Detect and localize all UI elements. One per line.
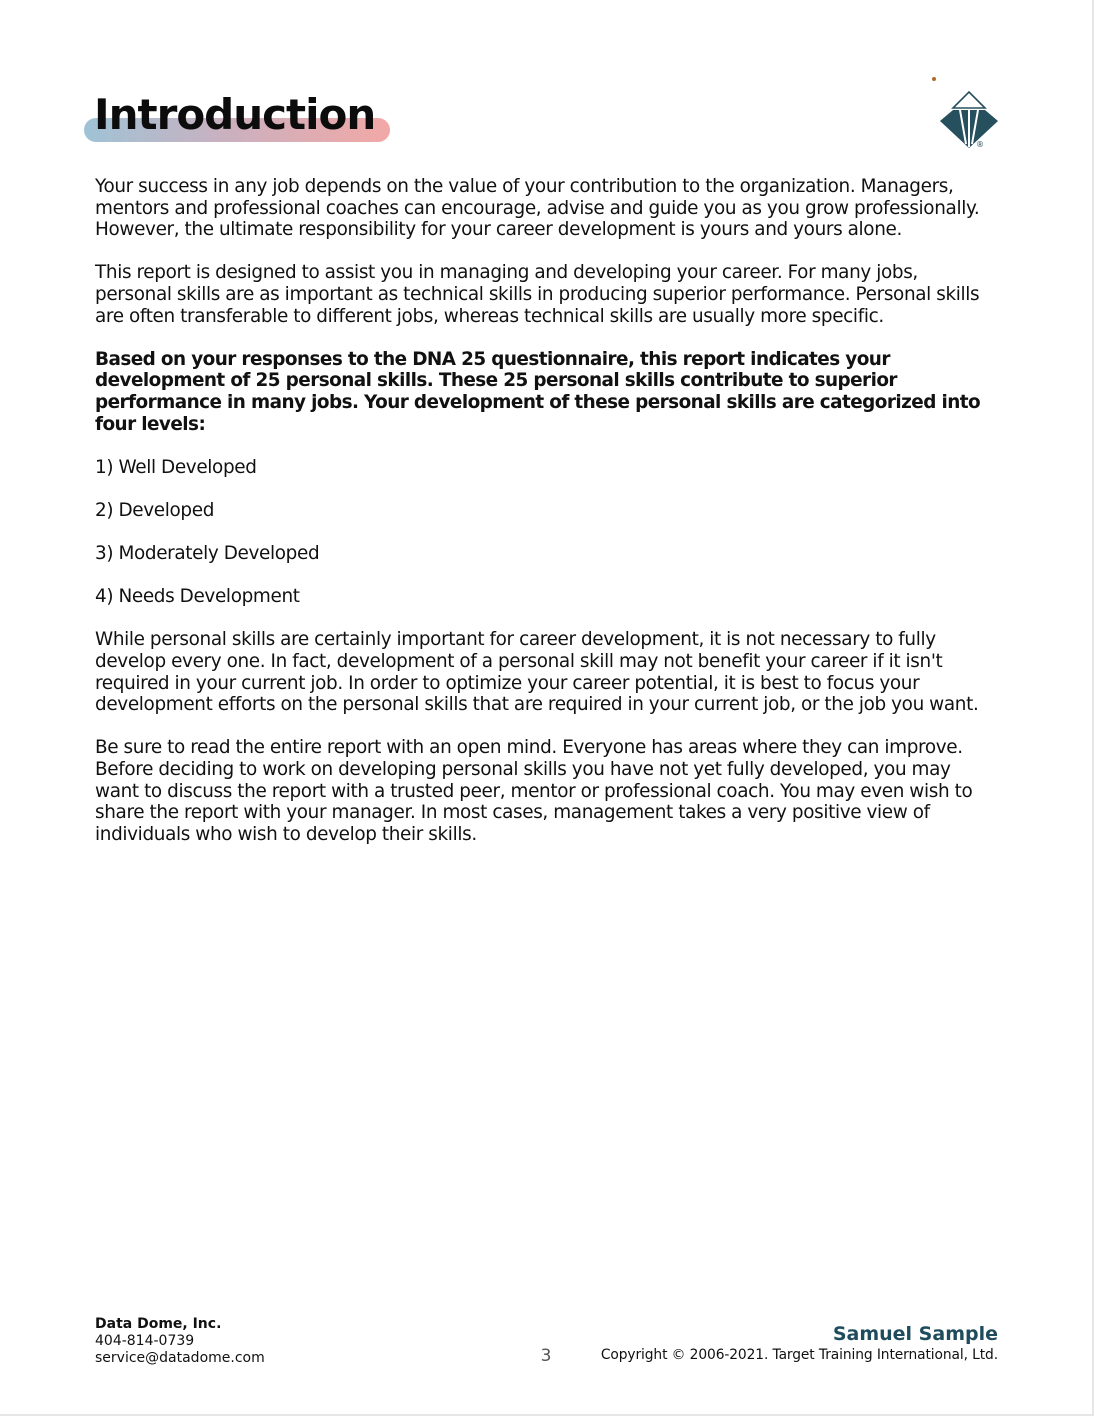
footer-email: service@datadome.com [95,1350,265,1366]
level-item: 1) Well Developed [95,456,257,478]
level-item: 3) Moderately Developed [95,543,320,565]
level-item: 4) Needs Development [95,586,300,608]
footer-attribution [601,1322,998,1364]
intro-paragraph: Your success in any job depends on the value of your contribution to the organization. Managers, mentors and professional coaches can encourage, advise and guide you as you grow professionally. However, the ultimate responsibility for your career development is yours and yours alone. [95,176,980,241]
pyramid-logo-icon [936,90,1002,154]
page-number: 3 [540,1346,552,1366]
introduction-body [95,176,995,867]
intro-paragraph-bold: Based on your responses to the DNA 25 questionnaire, this report indicates your development of 25 personal skills. These 25 personal skills contribute to superior performance in many jobs. Your development of these personal skills are categorized into four levels: [95,348,981,435]
decorative-dot [932,77,936,81]
report-person-name: Samuel Sample [832,1323,998,1345]
intro-paragraph: This report is designed to assist you in managing and developing your career. For many jobs, personal skills are as important as technical skills in producing superior performance. Personal skills are often transferable to different jobs, whereas technical skills are usually more specific. [95,262,980,327]
trademark-symbol: ® [976,140,984,149]
page-title: Introduction [94,90,376,139]
closing-paragraph: While personal skills are certainly important for career development, it is not necessary to fully develop every one. In fact, development of a personal skill may not benefit your career if it isn't required in your current job. In order to optimize your career potential, it is best to focus your development efforts on the personal skills that are required in your current job, or the job you want. [95,629,979,716]
footer-phone: 404-814-0739 [95,1333,195,1349]
level-item: 2) Developed [95,499,215,521]
footer-company: Data Dome, Inc. [95,1316,222,1332]
closing-paragraph: Be sure to read the entire report with an open mind. Everyone has areas where they can improve. Before deciding to work on developing personal skills you have not yet fully developed, you may want to discuss the report with a trusted peer, mentor or professional coach. You may even wish to share the report with your manager. In most cases, management takes a very positive view of individuals who wish to develop their skills. [95,737,973,845]
copyright-notice: Copyright © 2006-2021. Target Training International, Ltd. [600,1347,998,1363]
page-title-block [84,88,394,148]
footer-contact [95,1316,265,1367]
